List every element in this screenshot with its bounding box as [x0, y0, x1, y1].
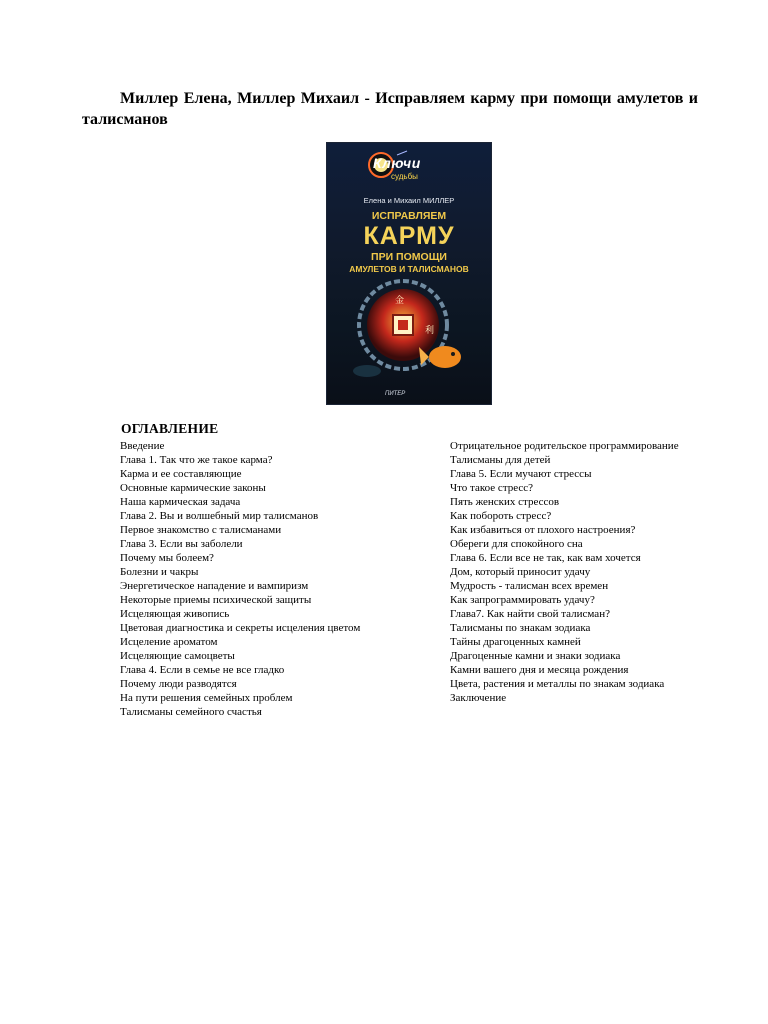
- toc-right-column: [412, 439, 698, 705]
- toc-item: Глава 2. Вы и волшебный мир талисманов: [120, 510, 319, 522]
- publisher-logo: ПИТЕР: [385, 391, 406, 397]
- cover-title-line-3: ПРИ ПОМОЩИ: [371, 251, 447, 263]
- goldfish-icon: [429, 346, 461, 368]
- toc-heading: ОГЛАВЛЕНИЕ: [121, 421, 219, 436]
- cover-title-line-4: АМУЛЕТОВ И ТАЛИСМАНОВ: [349, 264, 469, 274]
- toc-item: Дом, который приносит удачу: [450, 566, 591, 578]
- book-cover: [327, 143, 491, 404]
- toc-item: Глава 1. Так что же такое карма?: [120, 454, 273, 466]
- series-name: Ключи: [373, 155, 421, 171]
- toc-item: Заключение: [450, 692, 507, 704]
- toc-item: Исцеление ароматом: [120, 636, 218, 648]
- toc-item: Мудрость - талисман всех времен: [450, 580, 609, 592]
- toc-item: Болезни и чакры: [120, 566, 199, 578]
- toc-item: Глава 6. Если все не так, как вам хочется: [450, 552, 641, 564]
- toc-item: Почему мы болеем?: [120, 552, 214, 564]
- toc-item: Отрицательное родительское программирование: [450, 440, 679, 452]
- toc-item: Обереги для спокойного сна: [450, 538, 583, 550]
- toc-item: Исцеляющие самоцветы: [120, 650, 235, 662]
- toc-item: Камни вашего дня и месяца рождения: [450, 664, 629, 676]
- cover-title-line-2: КАРМУ: [363, 222, 455, 250]
- toc-item: Талисманы по знакам зодиака: [450, 622, 591, 634]
- toc-item: Драгоценные камни и знаки зодиака: [450, 650, 621, 662]
- toc-item: Введение: [120, 440, 165, 452]
- toc-item: Цветовая диагностика и секреты исцеления цветом: [120, 622, 361, 634]
- toc-item: Наша кармическая задача: [120, 496, 241, 508]
- cover-authors: Елена и Михаил МИЛЛЕР: [363, 196, 455, 205]
- toc-item: На пути решения семейных проблем: [120, 692, 293, 704]
- toc-item: Основные кармические законы: [120, 482, 266, 494]
- series-subtitle: судьбы: [391, 172, 418, 181]
- toc-item: Как запрограммировать удачу?: [450, 594, 595, 606]
- toc-item: Пять женских стрессов: [450, 496, 560, 508]
- toc-item: Цвета, растения и металлы по знакам зодиака: [450, 678, 665, 690]
- amulet-illustration: [327, 275, 491, 393]
- toc-left-column: [82, 439, 367, 719]
- document-title: Миллер Елена, Миллер Михаил - Исправляем карму при помощи амулетов и талисманов: [82, 90, 698, 128]
- toc-item: Талисманы для детей: [450, 454, 551, 466]
- svg-text:金: 金: [395, 296, 405, 306]
- toc-item: Исцеляющая живопись: [120, 608, 230, 620]
- toc-item: Карма и ее составляющие: [120, 468, 242, 480]
- toc-item: Первое знакомство с талисманами: [120, 524, 282, 536]
- toc-item: Талисманы семейного счастья: [120, 706, 262, 718]
- toc-item: Глава 5. Если мучают стрессы: [450, 468, 592, 480]
- cover-title-line-1: ИСПРАВЛЯЕМ: [371, 210, 447, 222]
- toc-item: Как избавиться от плохого настроения?: [450, 524, 636, 536]
- toc-item: Что такое стресс?: [450, 482, 534, 494]
- toc-item: Глава 3. Если вы заболели: [120, 538, 243, 550]
- svg-text:利: 利: [425, 326, 435, 336]
- toc-item: Глава 4. Если в семье не все гладко: [120, 664, 285, 676]
- toc-item: Тайны драгоценных камней: [450, 636, 581, 648]
- toc-item: Некоторые приемы психической защиты: [120, 594, 312, 606]
- toc-item: Глава7. Как найти свой талисман?: [450, 608, 610, 620]
- toc-item: Почему люди разводятся: [120, 678, 237, 690]
- toc-item: Как побороть стресс?: [450, 510, 552, 522]
- toc-item: Энергетическое нападение и вампиризм: [120, 580, 309, 592]
